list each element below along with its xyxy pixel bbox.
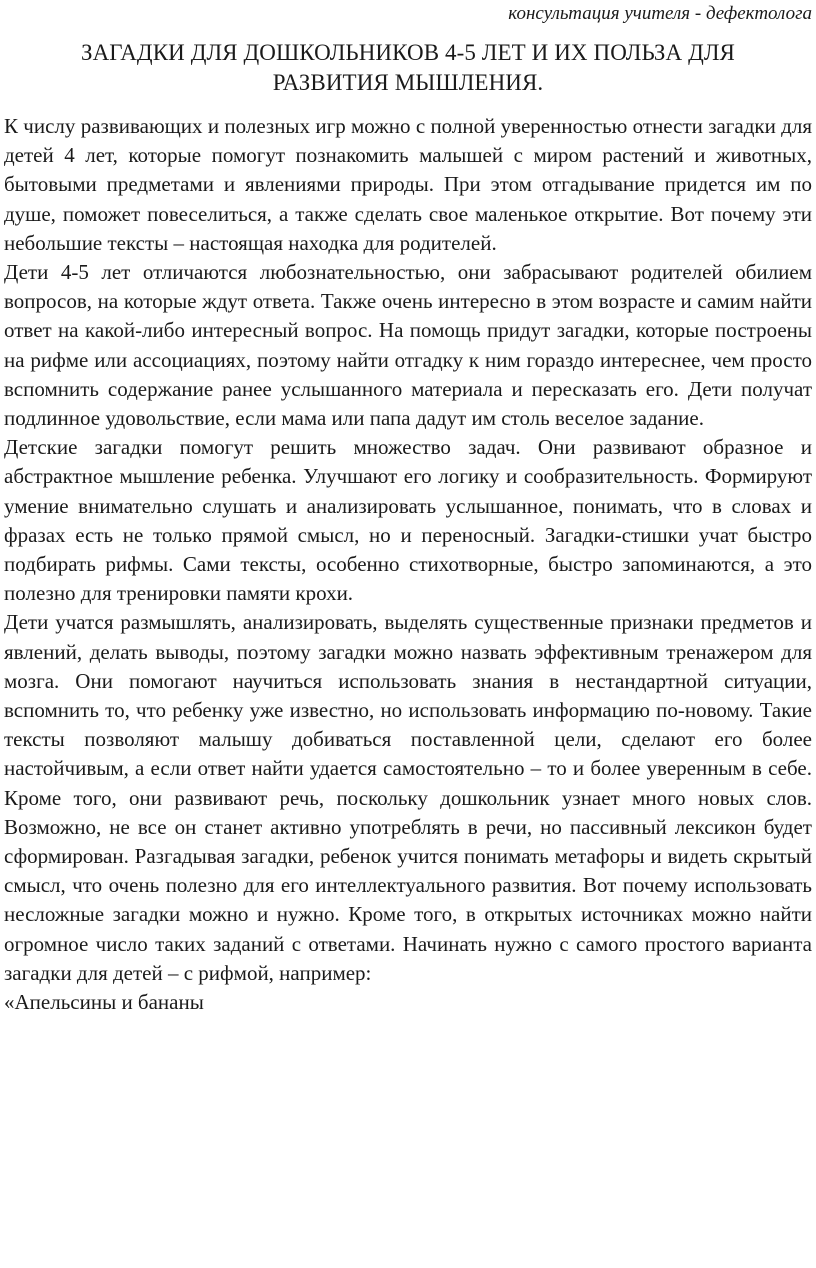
paragraph-intro: К числу развивающих и полезных игр можно с полной уверенностью отнести загадки для детей 4 лет, которые помогут познакомить малышей с миром растений и животных, бытовыми предметами и явлениями природы. При этом отгадывание придется им по душе, поможет повеселиться, а также сделать свое маленькое открытие. Вот почему эти небольшие тексты – настоящая находка для родителей. <box>4 114 812 255</box>
article-body <box>4 112 812 1017</box>
title-line-2: РАЗВИТИЯ МЫШЛЕНИЯ. <box>272 70 544 95</box>
paragraph-curiosity: Дети 4-5 лет отличаются любознательностью, они забрасывают родителей обилием вопросов, на которые ждут ответа. Также очень интересно в этом возрасте и самим найти ответ на какой-либо интересный вопрос. На помощь придут загадки, которые построены на рифме или ассоциациях, поэтому найти отгадку к ним гораздо интереснее, чем просто вспомнить содержание ранее услышанного материала и пересказать его. Дети получат подлинное удовольствие, если мама или папа дадут им столь веселое задание. <box>4 260 812 431</box>
header-note: консультация учителя - дефектолога <box>508 3 812 24</box>
page-title <box>0 38 816 98</box>
paragraph-tasks: Детские загадки помогут решить множество задач. Они развивают образное и абстрактное мышление ребенка. Улучшают его логику и сообразительность. Формируют умение внимательно слушать и анализировать услышанное, понимать, что в словах и фразах есть не только прямой смысл, но и переносный. Загадки-стишки учат быстро подбирать рифмы. Сами тексты, особенно стихотворные, быстро запоминаются, а это полезно для тренировки памяти крохи. <box>4 435 812 606</box>
paragraph-benefits: Дети учатся размышлять, анализировать, выделять существенные признаки предметов и явлений, делать выводы, поэтому загадки можно назвать эффективным тренажером для мозга. Они помогают научиться использовать знания в нестандартной ситуации, вспомнить то, что ребенку уже известно, но использовать информацию по-новому. Такие тексты позволяют малышу добиваться поставленной цели, сделают его более настойчивым, а если ответ найти удается самостоятельно – то и более уверенным в себе. Кроме того, они развивают речь, поскольку дошкольник узнает много новых слов. Возможно, не все он станет активно употреблять в речи, но пассивный лексикон будет сформирован. Разгадывая загадки, ребенок учится понимать метафоры и видеть скрытый смысл, что очень полезно для его интеллектуального развития. Вот почему использовать несложные загадки можно и нужно. Кроме того, в открытых источниках можно найти огромное число таких заданий с ответами. Начинать нужно с самого простого варианта загадки для детей – с рифмой, например: <box>4 610 812 985</box>
riddle-first-line: «Апельсины и бананы <box>4 990 204 1015</box>
title-line-1: ЗАГАДКИ ДЛЯ ДОШКОЛЬНИКОВ 4-5 ЛЕТ И ИХ ПОЛЬЗА ДЛЯ <box>80 40 736 65</box>
